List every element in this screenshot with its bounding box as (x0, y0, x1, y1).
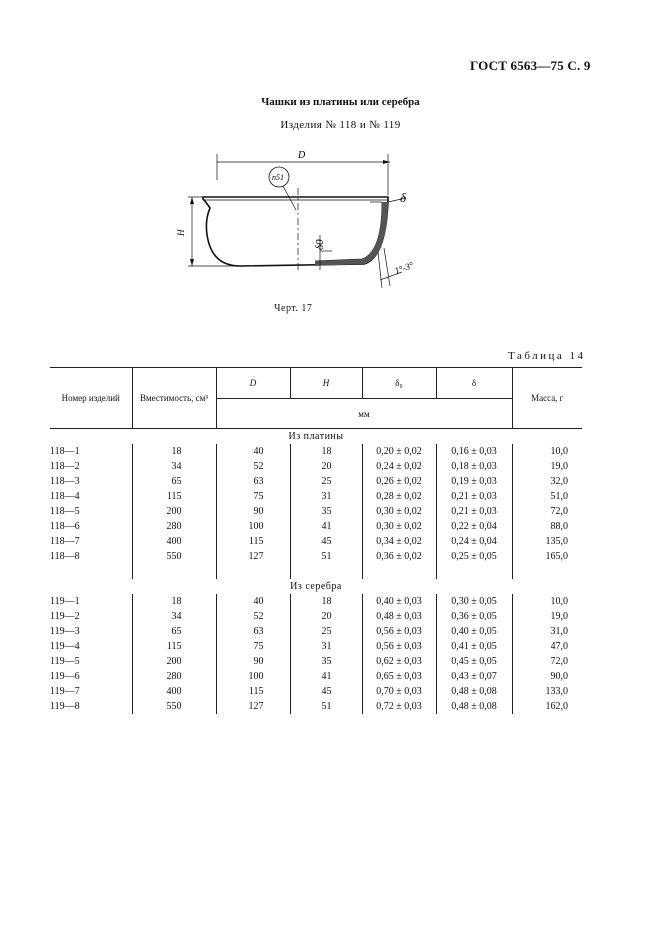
cell-h: 20 (290, 459, 362, 474)
cell-number: 119—2 (50, 611, 80, 622)
cell-number: 119—1 (50, 596, 80, 607)
cell-delta: 0,21 ± 0,03 (436, 504, 512, 519)
cell-delta0: 0,28 ± 0,02 (362, 489, 436, 504)
section-header-row (50, 579, 582, 594)
cell-capacity: 18 (132, 594, 216, 609)
cell-d: 63 (216, 624, 290, 639)
cell-delta: 0,30 ± 0,05 (436, 594, 512, 609)
cell-d: 90 (216, 504, 290, 519)
dim-d-label: D (298, 150, 306, 161)
table-row (50, 669, 582, 684)
cell-h: 31 (290, 489, 362, 504)
cell-capacity: 115 (132, 489, 216, 504)
cell-h: 18 (290, 444, 362, 459)
cell-mass: 72,0 (512, 504, 582, 519)
cell-delta: 0,48 ± 0,08 (436, 699, 512, 714)
cell-mass: 19,0 (512, 609, 582, 624)
cell-delta0: 0,65 ± 0,03 (362, 669, 436, 684)
section-header-row (50, 429, 582, 445)
cell-delta: 0,25 ± 0,05 (436, 549, 512, 564)
cell-d: 115 (216, 684, 290, 699)
cell-mass: 162,0 (512, 699, 582, 714)
cell-mass: 10,0 (512, 594, 582, 609)
cell-h: 35 (290, 654, 362, 669)
cell-d: 63 (216, 474, 290, 489)
cell-delta0: 0,62 ± 0,03 (362, 654, 436, 669)
spec-table (50, 367, 582, 714)
section-title: Из серебра (290, 581, 342, 592)
table-row (50, 654, 582, 669)
cell-d: 52 (216, 609, 290, 624)
table-row (50, 684, 582, 699)
table-row (50, 549, 582, 564)
cell-delta0: 0,48 ± 0,03 (362, 609, 436, 624)
cell-capacity: 550 (132, 699, 216, 714)
cell-h: 41 (290, 519, 362, 534)
cell-h: 51 (290, 699, 362, 714)
cell-number: 119—7 (50, 686, 80, 697)
cell-delta0: 0,72 ± 0,03 (362, 699, 436, 714)
cell-capacity: 18 (132, 444, 216, 459)
cell-delta: 0,22 ± 0,04 (436, 519, 512, 534)
cell-delta: 0,24 ± 0,04 (436, 534, 512, 549)
table-row (50, 534, 582, 549)
cell-mass: 47,0 (512, 639, 582, 654)
cell-delta: 0,48 ± 0,08 (436, 684, 512, 699)
table-header-row (50, 368, 582, 399)
cell-number: 119—6 (50, 671, 80, 682)
cell-capacity: 65 (132, 474, 216, 489)
cell-mass: 51,0 (512, 489, 582, 504)
cell-capacity: 34 (132, 609, 216, 624)
table-label: Таблица 14 (508, 350, 586, 362)
cell-mass: 10,0 (512, 444, 582, 459)
cell-capacity: 400 (132, 684, 216, 699)
table-row (50, 519, 582, 534)
cell-delta: 0,18 ± 0,03 (436, 459, 512, 474)
cell-h: 45 (290, 684, 362, 699)
cell-d: 90 (216, 654, 290, 669)
table-row (50, 624, 582, 639)
cup-drawing (170, 140, 440, 300)
cell-number: 118—2 (50, 461, 80, 472)
cell-d: 40 (216, 444, 290, 459)
standard-header: ГОСТ 6563—75 С. 9 (470, 58, 591, 73)
table-row (50, 594, 582, 609)
cell-delta0: 0,30 ± 0,02 (362, 519, 436, 534)
cell-d: 127 (216, 699, 290, 714)
table-row (50, 459, 582, 474)
cell-h: 51 (290, 549, 362, 564)
cell-delta0: 0,40 ± 0,03 (362, 594, 436, 609)
cell-h: 41 (290, 669, 362, 684)
dim-h-label: H (176, 229, 186, 236)
cell-capacity: 34 (132, 459, 216, 474)
table-row (50, 489, 582, 504)
dim-delta-label: δ (400, 190, 407, 205)
cell-capacity: 280 (132, 669, 216, 684)
cell-delta: 0,36 ± 0,05 (436, 609, 512, 624)
cell-h: 25 (290, 474, 362, 489)
cell-capacity: 65 (132, 624, 216, 639)
header-unit: мм (216, 399, 512, 429)
cell-delta: 0,21 ± 0,03 (436, 489, 512, 504)
angle-leader-2 (384, 248, 390, 286)
cell-mass: 165,0 (512, 549, 582, 564)
cell-d: 40 (216, 594, 290, 609)
cell-mass: 135,0 (512, 534, 582, 549)
section-title: Из платины (288, 431, 344, 442)
cell-delta: 0,43 ± 0,07 (436, 669, 512, 684)
cup-outline (203, 197, 388, 266)
cell-h: 45 (290, 534, 362, 549)
angle-label: 1°-3° (393, 259, 415, 276)
cell-number: 118—1 (50, 446, 80, 457)
header-capacity: Вместимость, см³ (132, 368, 216, 429)
cell-delta0: 0,26 ± 0,02 (362, 474, 436, 489)
header-delta: δ (436, 368, 512, 399)
cell-h: 20 (290, 609, 362, 624)
cell-d: 75 (216, 639, 290, 654)
cell-delta0: 0,70 ± 0,03 (362, 684, 436, 699)
cell-number: 119—4 (50, 641, 80, 652)
cell-delta0: 0,30 ± 0,02 (362, 504, 436, 519)
cell-h: 25 (290, 624, 362, 639)
cell-mass: 19,0 (512, 459, 582, 474)
cell-number: 119—8 (50, 701, 80, 712)
table-row (50, 699, 582, 714)
cell-capacity: 200 (132, 504, 216, 519)
cell-d: 100 (216, 669, 290, 684)
cell-mass: 90,0 (512, 669, 582, 684)
cell-capacity: 115 (132, 639, 216, 654)
cell-number: 118—6 (50, 521, 80, 532)
cell-delta0: 0,36 ± 0,02 (362, 549, 436, 564)
cell-d: 115 (216, 534, 290, 549)
cell-h: 35 (290, 504, 362, 519)
cell-mass: 31,0 (512, 624, 582, 639)
header-h: H (290, 368, 362, 399)
header-mass: Масса, г (512, 368, 582, 429)
cell-number: 119—5 (50, 656, 80, 667)
table-body (50, 429, 582, 715)
cell-d: 52 (216, 459, 290, 474)
cell-delta0: 0,56 ± 0,03 (362, 624, 436, 639)
cell-number: 118—4 (50, 491, 80, 502)
header-delta0: δ₀ (362, 368, 436, 399)
dim-d-arrow (383, 160, 390, 164)
cell-delta: 0,40 ± 0,05 (436, 624, 512, 639)
cell-capacity: 550 (132, 549, 216, 564)
cell-capacity: 280 (132, 519, 216, 534)
roughness-label: n51 (272, 173, 284, 182)
dim-delta0-label: δ0 (314, 239, 326, 250)
page-subtitle: Изделия № 118 и № 119 (280, 119, 401, 131)
cell-d: 75 (216, 489, 290, 504)
cell-capacity: 400 (132, 534, 216, 549)
table-row (50, 609, 582, 624)
page-title: Чашки из платины или серебра (261, 96, 420, 108)
table-row (50, 639, 582, 654)
section-spacer (50, 564, 582, 579)
cell-number: 118—8 (50, 551, 80, 562)
table-row (50, 474, 582, 489)
cell-delta: 0,45 ± 0,05 (436, 654, 512, 669)
figure-caption: Черт. 17 (274, 303, 313, 314)
table-row (50, 504, 582, 519)
cell-delta0: 0,34 ± 0,02 (362, 534, 436, 549)
cell-d: 127 (216, 549, 290, 564)
cell-mass: 32,0 (512, 474, 582, 489)
cell-delta0: 0,24 ± 0,02 (362, 459, 436, 474)
cell-h: 18 (290, 594, 362, 609)
cell-number: 118—5 (50, 506, 80, 517)
cell-mass: 88,0 (512, 519, 582, 534)
cell-number: 118—3 (50, 476, 80, 487)
cell-capacity: 200 (132, 654, 216, 669)
cell-delta0: 0,20 ± 0,02 (362, 444, 436, 459)
cell-number: 119—3 (50, 626, 80, 637)
cell-delta0: 0,56 ± 0,03 (362, 639, 436, 654)
cell-mass: 133,0 (512, 684, 582, 699)
cell-delta: 0,19 ± 0,03 (436, 474, 512, 489)
cell-delta: 0,16 ± 0,03 (436, 444, 512, 459)
cup-section-hatch (315, 202, 388, 266)
cell-h: 31 (290, 639, 362, 654)
table-row (50, 444, 582, 459)
cell-d: 100 (216, 519, 290, 534)
cell-mass: 72,0 (512, 654, 582, 669)
header-d: D (216, 368, 290, 399)
cell-number: 118—7 (50, 536, 80, 547)
cell-delta: 0,41 ± 0,05 (436, 639, 512, 654)
header-num: Номер изделий (50, 368, 132, 429)
